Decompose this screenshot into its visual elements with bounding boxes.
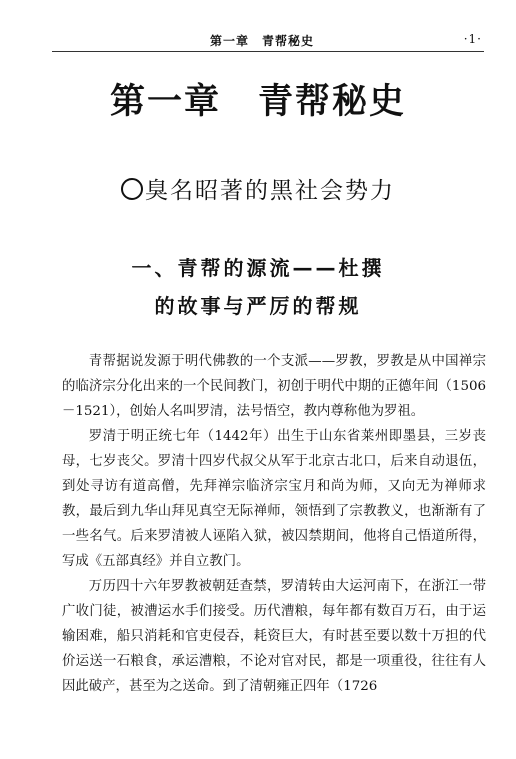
paragraph: 万历四十六年罗教被朝廷查禁，罗清转由大运河南下，在浙江一带广收门徒，被漕运水手们接受。历代漕粮，每年都有数百万石，由于运输困难，船只消耗和官吏侵吞，耗资巨大，有时甚至要以数十万担的代价运送一石粮食，承运漕粮，不论对官对民，都是一项重役，往往有人因此破产，甚至为之送命。到了清朝雍正四年（1726 xyxy=(62,579,486,694)
chapter-title: 第一章 青帮秘史 xyxy=(109,82,406,122)
section-heading-line-1: 一、青帮的源流——杜撰 xyxy=(131,256,385,280)
paragraph: 青帮据说发源于明代佛教的一个支派——罗教，罗教是从中国禅宗的临济宗分化出来的一个民间教门，初创于明代中期的正德年间（1506－1521），创始人名叫罗清，法号悟空，教内尊称他为罗祖。 xyxy=(62,354,486,419)
running-header-title: 第一章 青帮秘史 xyxy=(210,34,315,48)
paragraph: 罗清于明正统七年（1442年）出生于山东省莱州即墨县，三岁丧母，七岁丧父。罗清十四岁代叔父从军于北京古北口，后来自动退伍，到处寻访有道高僧，先拜禅宗临济宗宝月和尚为师，又向无为禅师求教，最后到九华山拜见真空无际禅师，领悟到了宗教教义，也渐渐有了一些名气。后来罗清被人诬陷入狱，被囚禁期间，他将自己悟道所得，写成《五部真经》并自立教门。 xyxy=(62,429,486,569)
page-number: ·1· xyxy=(463,32,482,46)
running-header xyxy=(52,24,482,54)
circle-bullet-icon xyxy=(121,178,143,200)
section-heading-line-2: 的故事与严厉的帮规 xyxy=(154,294,362,318)
chapter-subtitle-text: 臭名昭著的黑社会势力 xyxy=(145,178,395,204)
chapter-subtitle xyxy=(0,172,516,205)
header-rule xyxy=(52,51,484,52)
body-text xyxy=(62,349,486,699)
